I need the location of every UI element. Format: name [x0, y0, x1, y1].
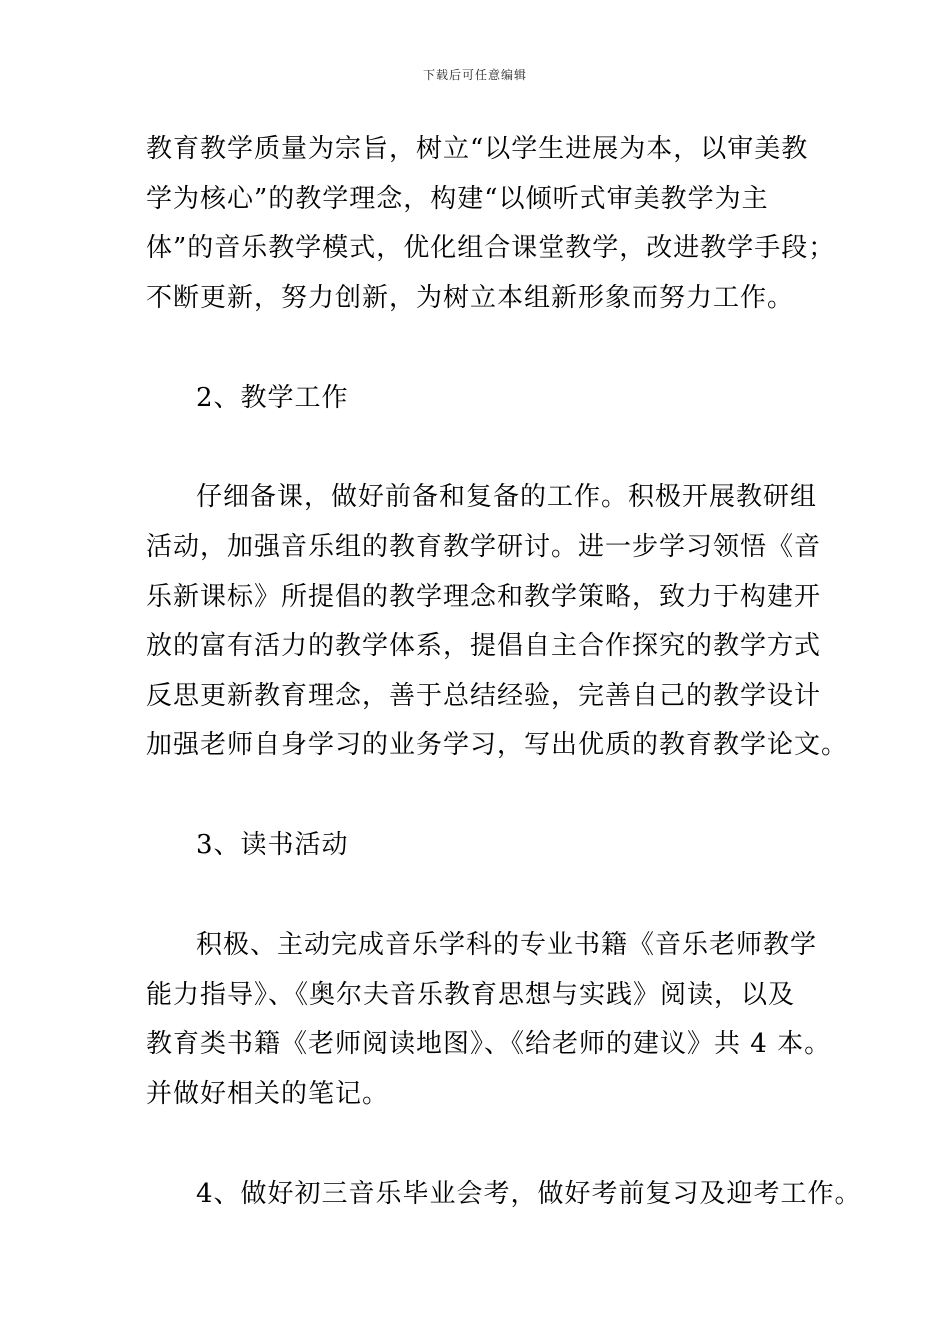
intro-line-3: 体”的音乐教学模式，优化组合课堂教学，改进教学手段； [146, 233, 836, 263]
intro-line-4: 不断更新，努力创新，为树立本组新形象而努力工作。 [146, 283, 795, 313]
section-2-heading: 2、教学工作 [196, 383, 349, 413]
intro-line-2: 学为核心”的教学理念，构建“以倾听式审美教学为主 [146, 184, 769, 214]
section-3-line-2: 能力指导》、《奥尔夫音乐教育思想与实践》阅读，以及 [146, 980, 796, 1010]
section-2-line-5: 反思更新教育理念，善于总结经验，完善自己的教学设计 [146, 681, 822, 711]
section-2-line-2: 活动，加强音乐组的教育教学研讨。进一步学习领悟《音 [146, 532, 822, 562]
section-3-heading: 3、读书活动 [196, 830, 349, 860]
section-3-line-4: 并做好相关的笔记。 [146, 1079, 390, 1109]
section-4-heading: 4、做好初三音乐毕业会考，做好考前复习及迎考工作。 [196, 1179, 862, 1209]
intro-line-1: 教育教学质量为宗旨，树立“以学生进展为本，以审美教 [146, 134, 809, 164]
section-2-line-4: 放的富有活力的教学体系，提倡自主合作探究的教学方式 [146, 631, 822, 661]
section-2-line-6: 加强老师自身学习的业务学习，写出优质的教育教学论文。 [146, 730, 849, 760]
section-2-line-3: 乐新课标》所提倡的教学理念和教学策略，致力于构建开 [146, 582, 822, 612]
section-3-line-1: 积极、主动完成音乐学科的专业书籍《音乐老师教学 [196, 930, 818, 960]
section-2-line-1: 仔细备课，做好前备和复备的工作。积极开展教研组 [196, 482, 818, 512]
page-header: 下载后可任意编辑 [422, 68, 527, 82]
section-3-line-3: 教育类书籍《老师阅读地图》、《给老师的建议》共 4 本。 [146, 1029, 832, 1059]
